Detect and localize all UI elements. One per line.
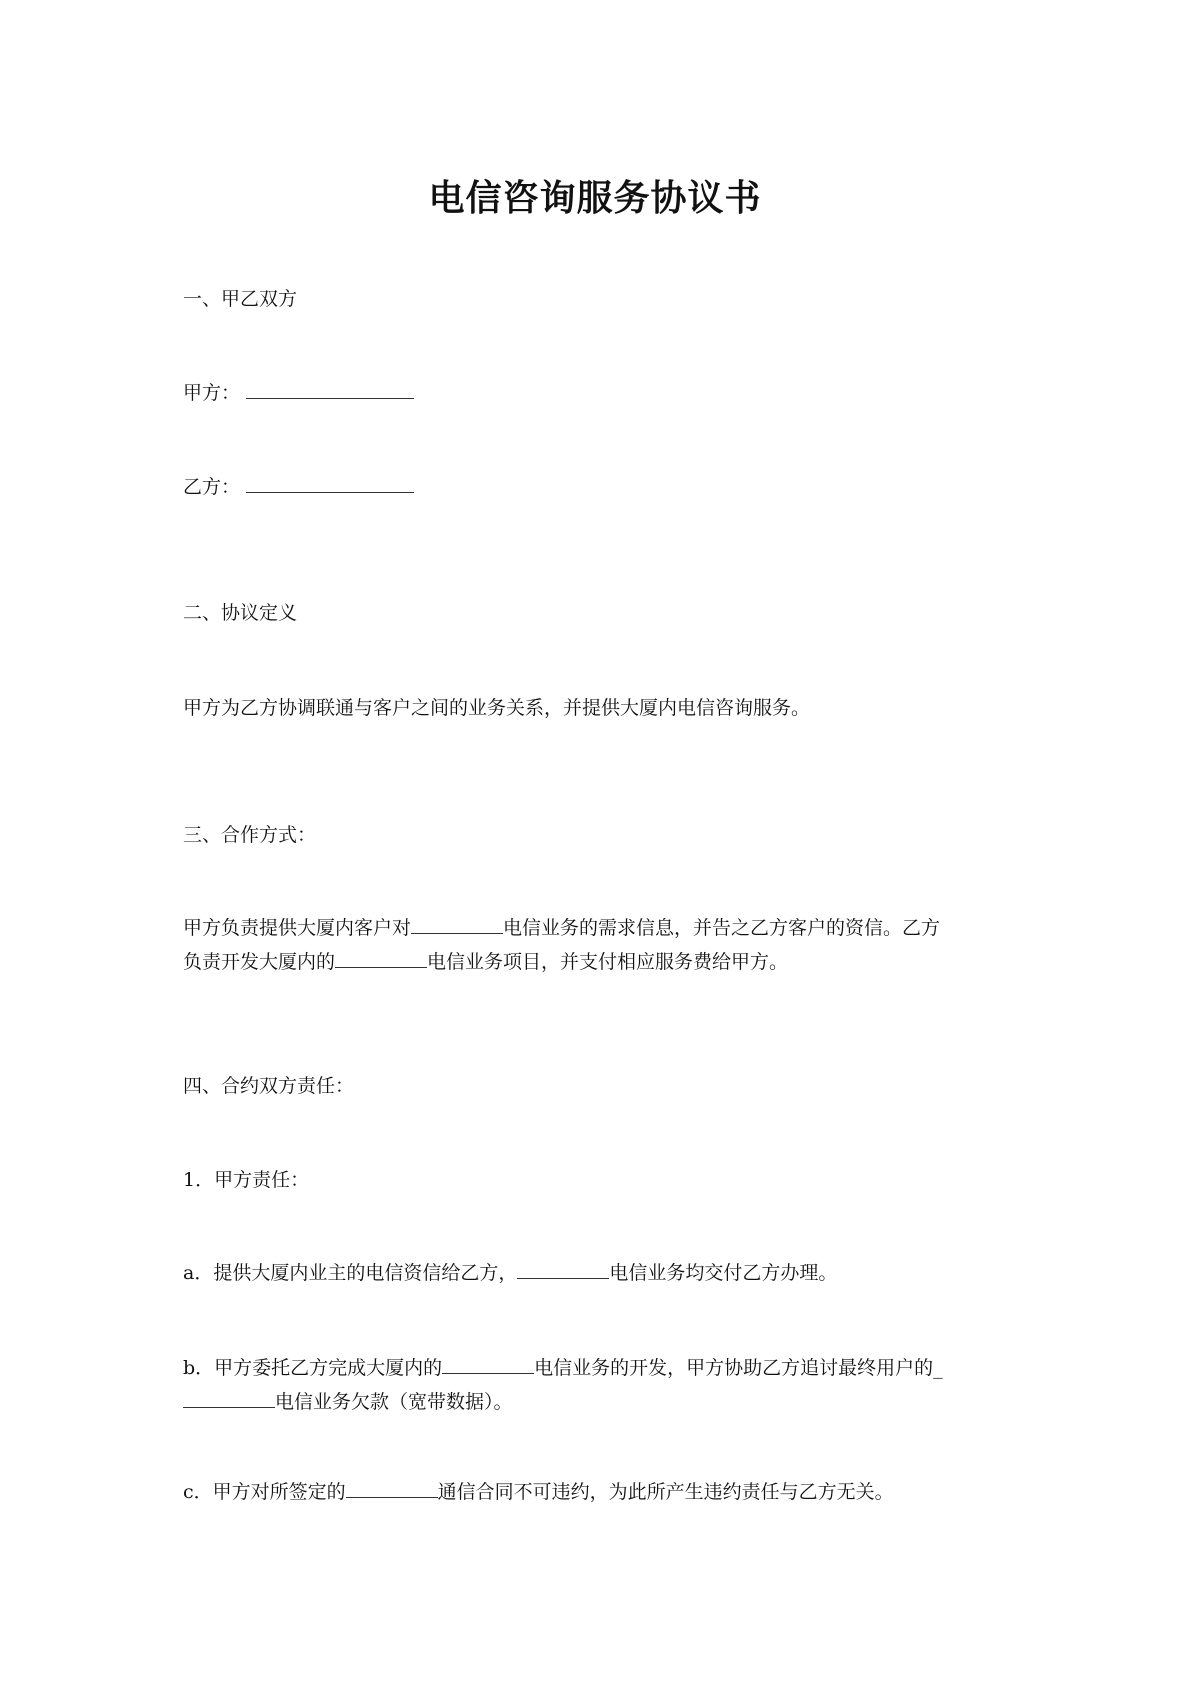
section-3-body [183, 911, 1023, 979]
party-b-label: 乙方： [183, 476, 241, 498]
section-1-heading: 一、甲乙双方 [183, 288, 298, 310]
duty-item-a [183, 1257, 837, 1290]
party-b-line [183, 471, 414, 504]
section-3-line-1 [183, 911, 1023, 945]
blank-field [411, 932, 503, 934]
text: b．甲方委托乙方完成大厦内的 [183, 1357, 443, 1379]
party-b-blank [246, 491, 414, 493]
section-4-heading: 四、合约双方责任： [183, 1075, 355, 1097]
text: 甲方负责提供大厦内客户对 [183, 917, 412, 939]
text: 电信业务欠款（宽带数据）。 [275, 1391, 513, 1413]
text: 电信业务项目，并支付相应服务费给甲方。 [427, 951, 789, 973]
text: 通信合同不可违约，为此所产生违约责任与乙方无关。 [437, 1481, 894, 1503]
section-2-body: 甲方为乙方协调联通与客户之间的业务关系，并提供大厦内电信咨询服务。 [183, 697, 811, 719]
blank-field [442, 1372, 534, 1374]
text: a．提供大厦内业主的电信资信给乙方， [183, 1262, 518, 1284]
duty-item-b-line-2 [183, 1385, 1023, 1419]
text: 电信业务的需求信息，并告之乙方客户的资信。乙方 [503, 917, 941, 939]
text: c．甲方对所签定的 [183, 1481, 346, 1503]
blank-field [335, 966, 427, 968]
blank-field [346, 1496, 438, 1498]
party-a-label: 甲方： [183, 382, 241, 404]
party-a-line [183, 377, 414, 410]
duty-item-b [183, 1351, 1023, 1419]
document-title: 电信咨询服务协议书 [428, 178, 762, 219]
section-3-heading: 三、合作方式： [183, 824, 317, 846]
text: 电信业务均交付乙方办理。 [609, 1262, 838, 1284]
party-a-blank [246, 397, 414, 399]
section-2-heading: 二、协议定义 [183, 602, 298, 624]
section-3-line-2 [183, 945, 1023, 979]
duty-item-b-line-1 [183, 1351, 1023, 1385]
text: 负责开发大厦内的 [183, 951, 336, 973]
blank-field [517, 1277, 609, 1279]
duty-item-c [183, 1476, 894, 1509]
blank-field [183, 1406, 275, 1408]
text: 电信业务的开发，甲方协助乙方追讨最终用户的_ [534, 1357, 943, 1379]
party-a-duties-heading: 1．甲方责任： [183, 1169, 310, 1191]
